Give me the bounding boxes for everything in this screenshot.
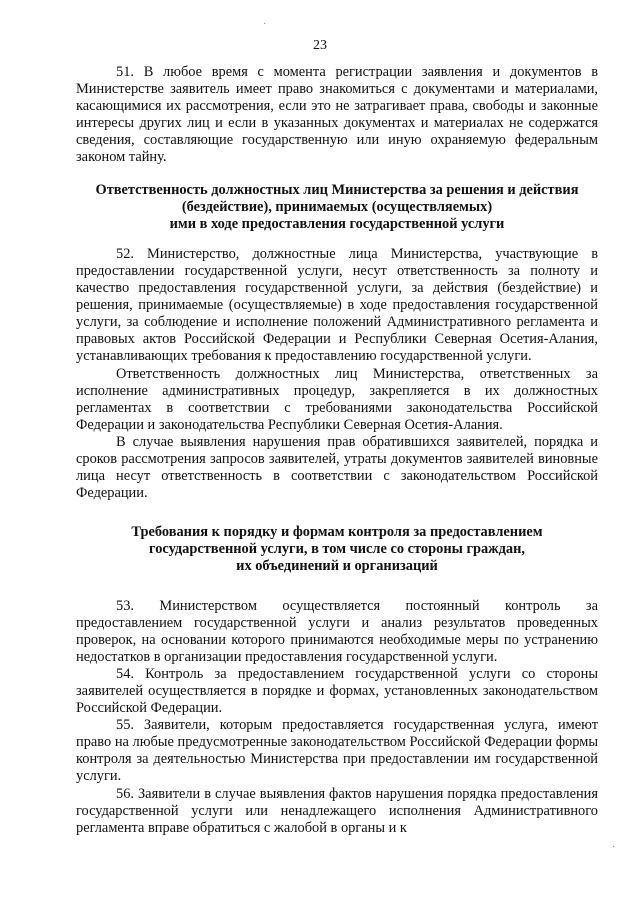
- heading-line: их объединений и организаций: [236, 558, 438, 575]
- heading-line: (бездействие), принимаемых (осуществляемых): [181, 198, 493, 215]
- page-number: 23: [313, 38, 327, 53]
- heading-line: Ответственность должностных лиц Министерства за решения и действия: [95, 181, 579, 198]
- section-heading-control: [76, 524, 598, 575]
- paragraph-54: 54. Контроль за предоставлением государственной услуги со стороны заявителей осуществляется в порядке и формах, установленных законодательством Российской Федерации.: [76, 665, 598, 717]
- paragraph-violations: В случае выявления нарушения прав обратившихся заявителей, порядка и сроков рассмотрения запросов заявителей, утраты документов заявителей виновные лица несут ответственность в соответствии с законодательством Российской Федерации.: [76, 433, 598, 502]
- document-body: [76, 64, 598, 837]
- paragraph-52: 52. Министерство, должностные лица Министерства, участвующие в предоставлении государственной услуги, несут ответственность за полноту и качество предоставления государственной услуги, за действия (бездействие) и решения, принимаемые (осуществляемые) в ходе предоставления государственной услуги, за соблюдение и исполнение положений Административного регламента и правовых актов Российской Федерации и Республики Северная Осетия-Алания, устанавливающих требования к предоставлению государственной услуги.: [76, 245, 598, 365]
- heading-line: государственной услуги, в том числе со стороны граждан,: [149, 541, 525, 558]
- paragraph-officials-responsibility: Ответственность должностных лиц Министерства, ответственных за исполнение административных процедур, закрепляется в их должностных регламентах в соответствии с требованиями законодательства Российской Федерации и законодательства Республики Северная Осетия-Алания.: [76, 365, 598, 433]
- paragraph-56: 56. Заявители в случае выявления фактов нарушения порядка предоставления государственной услуги или ненадлежащего исполнения Административного регламента вправе обратиться с жалобой в органы и к: [76, 785, 598, 836]
- heading-line: Требования к порядку и формам контроля за предоставлением: [131, 524, 543, 541]
- heading-line: ими в ходе предоставления государственной услуги: [169, 215, 505, 232]
- paragraph-55: 55. Заявители, которым предоставляется государственная услуга, имеют право на любые предусмотренные законодательством Российской Федерации формы контроля за деятельностью Министерства при предоставлении им государственной услуги.: [76, 717, 598, 785]
- paragraph-51: 51. В любое время с момента регистрации заявления и документов в Министерстве заявитель имеет право знакомиться с документами и материалами, касающимися их рассмотрения, если это не затрагивает права, свободы и законные интересы других лиц и если в указанных документах и материалах не содержатся сведения, составляющие государственную или иную охраняемую федеральным законом тайну.: [76, 64, 598, 166]
- paragraph-53: 53. Министерством осуществляется постоянный контроль за предоставлением государственной услуги и анализ результатов проведенных проверок, на основании которого принимаются необходимые меры по устранению недостатков в организации предоставления государственной услуги.: [76, 597, 598, 665]
- scan-speck: ·: [263, 19, 267, 30]
- section-heading-responsibility: [76, 182, 598, 233]
- scan-speck: ·: [612, 842, 616, 853]
